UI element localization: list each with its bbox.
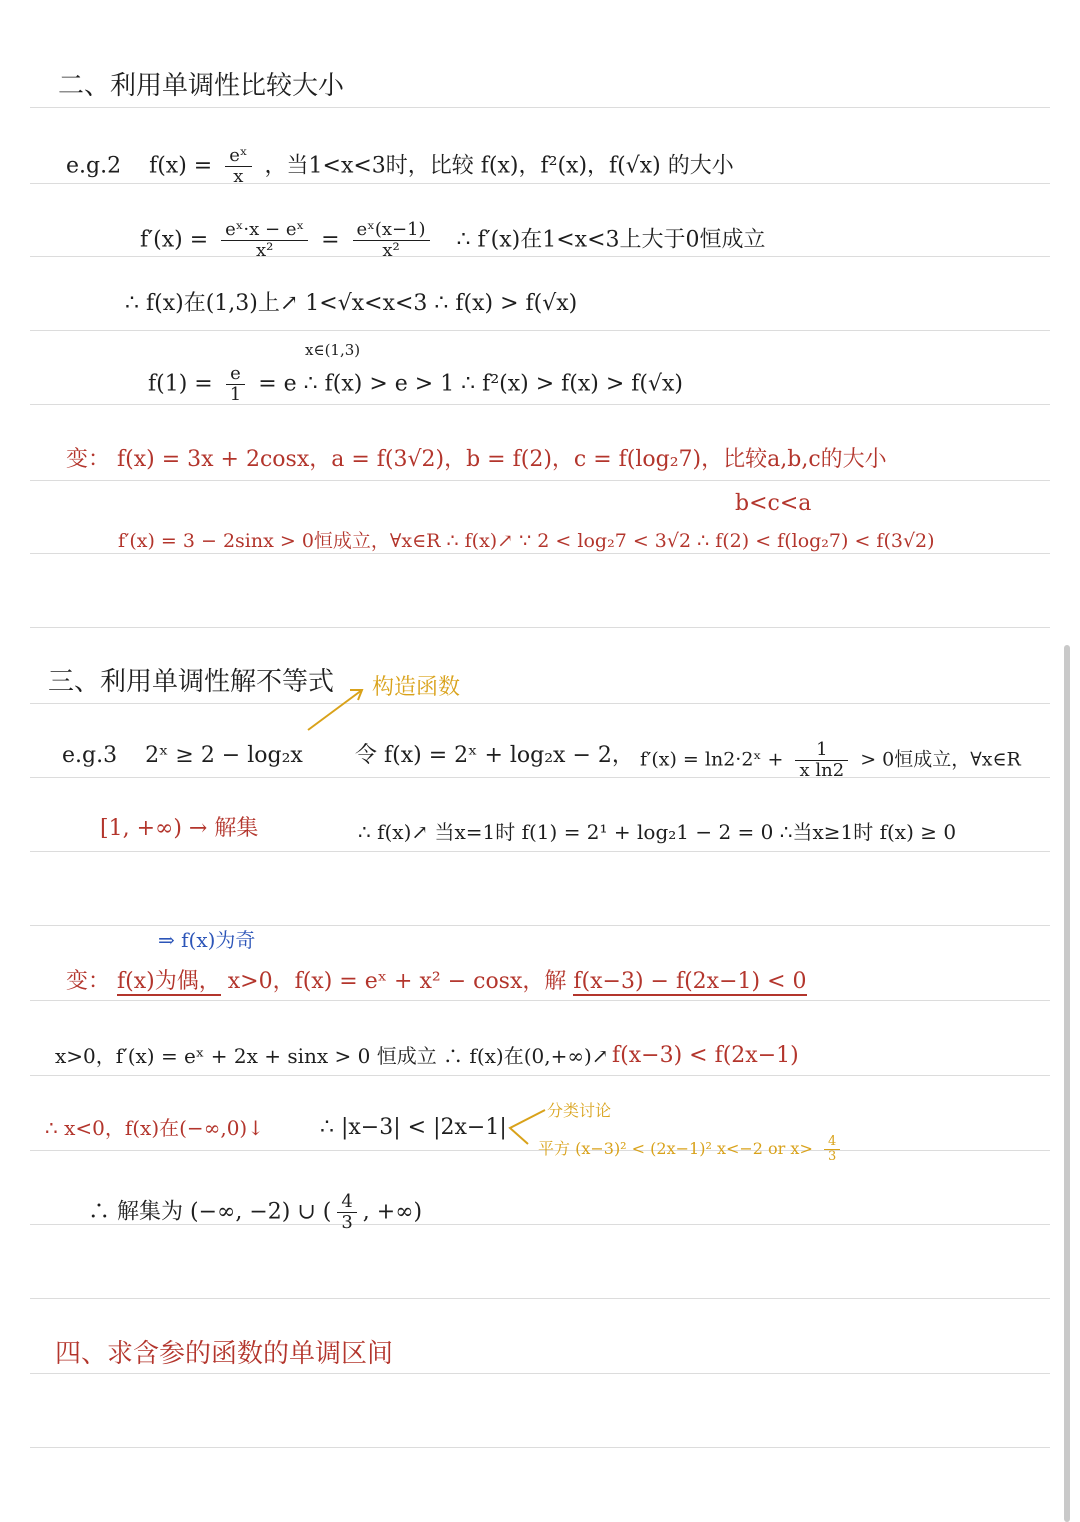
fraction: $\frac{4}{3}$ (824, 1135, 840, 1164)
section-4-title: 四、求含参的函数的单调区间 (55, 1339, 394, 1369)
fraction: $\frac{\text{eˣ(x−1)}}{\text{x²}}$ (353, 220, 430, 261)
variant-2-negative-branch: ∴ x<0，f(x)在(−∞,0)↓ (45, 1116, 264, 1140)
target-inequality: f(x−3) − f(2x−1) < 0 (573, 969, 807, 994)
even-function-condition: f(x)为偶， (117, 969, 221, 994)
derivative-conclusion: ∴ f′(x)在1<x<3上大于0恒成立 (456, 227, 766, 253)
variant-label: 变： (66, 969, 111, 994)
construct-function-note: 构造函数 (372, 675, 461, 700)
odd-function-note: ⇒ f(x)为奇 (158, 928, 256, 952)
fraction: $\frac{\text{eˣ·x − eˣ}}{\text{x²}}$ (221, 220, 308, 261)
fraction: $\frac{1}{\text{x ln2}}$ (795, 740, 848, 781)
problem-text: ，当1<x<3时，比较 f(x)，f²(x)，f(√x) 的大小 (264, 153, 734, 179)
section-2-title: 二、利用单调性比较大小 (58, 71, 345, 101)
variant-2-inequality: f(x−3) < f(2x−1) (612, 1043, 799, 1068)
function-def: f(x) = (149, 153, 213, 179)
variant-2-derivative: x>0，f′(x) = eˣ + 2x + sinx > 0 恒成立 ∴ f(x)在(0,+∞)↗ (55, 1044, 609, 1068)
let-function: 令 f(x) = 2ˣ + log₂x − 2， (355, 743, 634, 768)
variant-1-note: b<c<a (735, 491, 812, 516)
fraction: $\frac{4}{3}$ (337, 1192, 356, 1233)
derivative-line: f′(x) = $\frac{\text{eˣ·x − eˣ}}{\text{x²}}$ = $\frac{\text{eˣ(x−1)}}{\text{x²}}$ ∴ f′(x)在1<x<3上大于0恒成立 (140, 219, 766, 261)
fraction: $\frac{e}{1}$ (226, 364, 245, 405)
classification-note: 分类讨论 (547, 1101, 612, 1120)
variant-1-problem: 变： f(x) = 3x + 2cosx，a = f(3√2)，b = f(2)，c = f(log₂7)，比较a,b,c的大小 (66, 447, 887, 472)
abs-inequality: ∴ |x−3| < |2x−1| (320, 1115, 507, 1140)
square-note: 平方 (x−3)² < (2x−1)² x<−2 or x> $\frac{4}{3}$ (538, 1135, 846, 1164)
variant-label: 变： (66, 447, 111, 472)
fraction: $\frac{\text{eˣ}}{x}$ (225, 146, 251, 187)
solution-set: ∴ 解集为 (−∞, −2) ∪ ( $\frac{4}{3}$ , +∞) (88, 1191, 423, 1233)
variant-1-solution: f′(x) = 3 − 2sinx > 0恒成立，∀x∈R ∴ f(x)↗ ∵ 2 < log₂7 < 3√2 ∴ f(2) < f(log₂7) < f(3√2) (118, 530, 935, 552)
comparison-line: f(1) = $\frac{e}{1}$ = e ∴ f(x) > e > 1 ∴ f²(x) > f(x) > f(√x) (148, 363, 683, 405)
example-label: e.g.2 (66, 153, 122, 179)
example-3-derivative: f′(x) = ln2·2ˣ + $\frac{1}{\text{x ln2}}$ > 0恒成立，∀x∈R (640, 739, 1021, 781)
inequality: 2ˣ ≥ 2 − log₂x (145, 743, 303, 768)
solution-set-answer: [1, +∞) → 解集 (100, 816, 259, 841)
section-3-title: 三、利用单调性解不等式 (48, 667, 335, 697)
domain-note: x∈(1,3) (305, 341, 361, 359)
example-label: e.g.3 (62, 743, 118, 768)
example-3-conclusion: ∴ f(x)↗ 当x=1时 f(1) = 2¹ + log₂1 − 2 = 0 ∴当x≥1时 f(x) ≥ 0 (358, 820, 957, 844)
variant-2-problem: 变： f(x)为偶， x>0，f(x) = eˣ + x² − cosx，解 f(x−3) − f(2x−1) < 0 (66, 969, 807, 994)
monotonic-line: ∴ f(x)在(1,3)上↗ 1<√x<x<3 ∴ f(x) > f(√x) (125, 291, 578, 316)
